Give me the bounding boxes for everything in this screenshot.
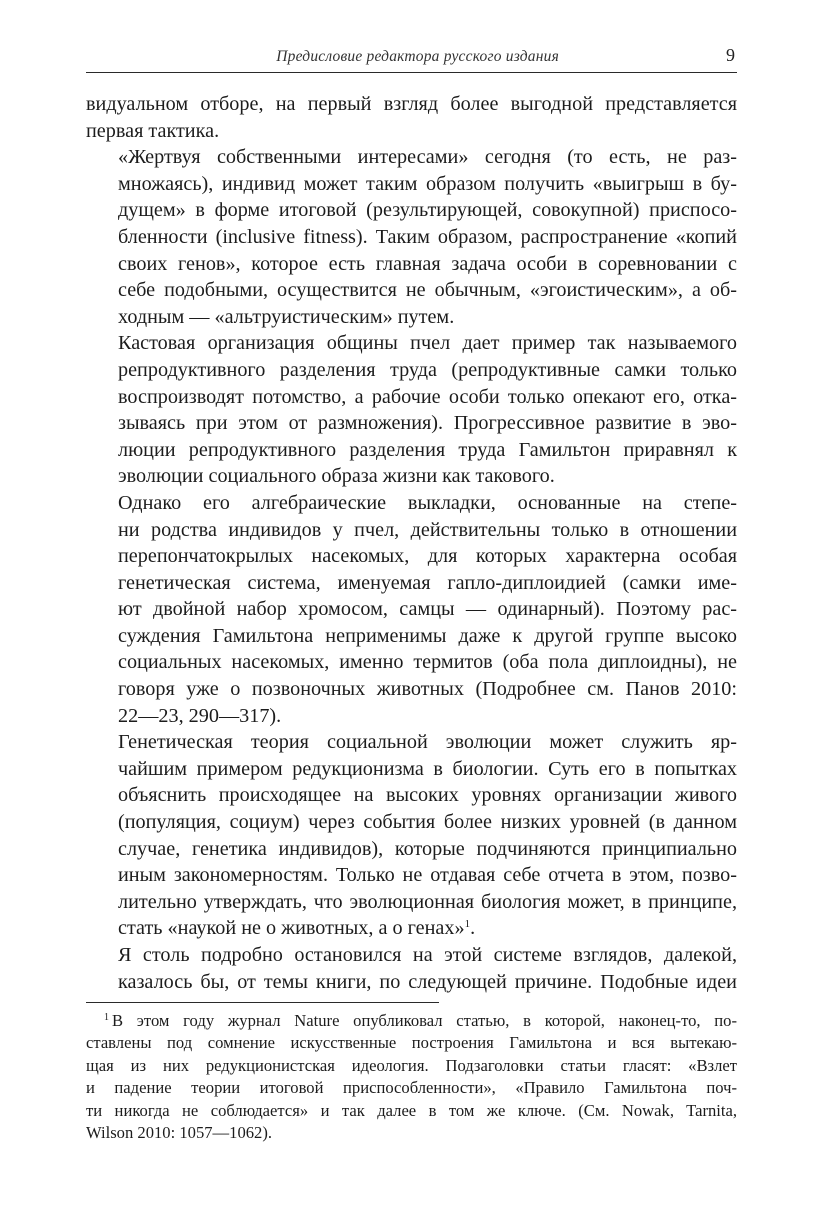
- text-line: ют двойной набор хромосом, самцы — одинарный). Поэтому рас-: [118, 598, 737, 621]
- footnote-line: ставлены под сомнение искусственные построения Гамильтона и вся вытекаю-: [86, 1033, 737, 1053]
- text-line-with-footnote: стать «наукой не о животных, а о генах»$^1$.: [118, 917, 476, 940]
- paragraph-2: [86, 144, 737, 330]
- text-line: бленности (inclusive fitness). Таким образом, распространение «копий: [118, 225, 737, 248]
- text-line: люции репродуктивного разделения труда Гамильтон приравнял к: [118, 438, 737, 461]
- paragraph-1: [86, 91, 737, 144]
- paragraph-4: [86, 490, 737, 729]
- text-line: 22—23, 290—317).: [118, 704, 282, 727]
- footnote-line: [86, 1010, 737, 1032]
- text-line: дущем» в форме итоговой (результирующей, совокупной) приспосо-: [118, 199, 737, 222]
- paragraph-6: [86, 942, 737, 995]
- footnote: [86, 1010, 737, 1144]
- text-line: говоря уже о позвоночных животных (Подробнее см. Панов 2010:: [118, 678, 737, 701]
- text-line: Кастовая организация общины пчел дает пример так называемого: [118, 332, 737, 355]
- text-line: «Жертвуя собственными интересами» сегодня (то есть, не раз-: [118, 146, 737, 169]
- footnote-line: щая из них редукционистская идеология. Подзаголовки статьи гласят: «Взлет: [86, 1055, 737, 1075]
- body-text: [86, 91, 737, 995]
- text-line: перепончатокрылых насекомых, для которых характерна особая: [118, 545, 737, 568]
- text-line: своих генов», которое есть главная задача особи в соревновании с: [118, 252, 737, 275]
- text-line: чайшим примером редукционизма в биологии. Суть его в попытках: [118, 757, 737, 780]
- text-line: множаясь), индивид может таким образом получить «выигрыш в бу-: [118, 172, 737, 195]
- footnote-line: ти никогда не соблюдается» и так далее в том же ключе. (См. Nowak, Tarnita,: [86, 1100, 737, 1120]
- text-line: случае, генетика индивидов), которые подчиняются принципиально: [118, 837, 737, 860]
- text-line: видуальном отборе, на первый взгляд более выгодной представляется: [86, 93, 737, 115]
- text-line: воспроизводят потомство, а рабочие особи только опекают его, отка-: [118, 385, 737, 408]
- text-line: Я столь подробно остановился на этой системе взглядов, далекой,: [118, 944, 737, 966]
- text-line: стать «наукой не о животных, а о генах»: [118, 917, 465, 940]
- text-line: (популяция, социум) через события более низких уровней (в данном: [118, 811, 737, 834]
- text-line: лительно утверждать, что эволюционная биология может, в принципе,: [118, 890, 737, 913]
- footnote-line: Wilson 2010: 1057—1062).: [86, 1123, 273, 1143]
- text-line: генетическая система, именуемая гапло-диплоидией (самки име-: [118, 571, 737, 594]
- text-line: объяснить происходящее на высоких уровнях организации живого: [118, 784, 737, 807]
- text-line: ни родства индивидов у пчел, действительны только в отношении: [118, 518, 737, 541]
- footnote-separator: [86, 1002, 439, 1003]
- footnote-marker: 1: [104, 1012, 109, 1023]
- paragraph-5: [86, 729, 737, 942]
- running-header: [86, 42, 737, 73]
- paragraph-3: [86, 330, 737, 490]
- text-line: иным закономерностям. Только не отдавая себе отчета в этом, позво-: [118, 864, 737, 887]
- text-line: первая тактика.: [86, 119, 220, 142]
- text-line: ходным — «альтруистическим» путем.: [118, 305, 455, 328]
- text-line: суждения Гамильтона неприменимы даже к другой группе высоко: [118, 624, 737, 647]
- text-line: Однако его алгебраические выкладки, основанные на степе-: [118, 491, 737, 514]
- footnote-reference[interactable]: 1: [464, 918, 471, 931]
- text-line: социальных насекомых, именно термитов (оба пола диплоидны), не: [118, 651, 737, 674]
- text-line: репродуктивного разделения труда (репродуктивные самки только: [118, 358, 737, 381]
- footnote-text: В этом году журнал Nature опубликовал статью, в которой, наконец-то, по-: [112, 1011, 737, 1030]
- footnote-line: и падение теории итоговой приспособленности», «Правило Гамильтона поч-: [86, 1078, 737, 1098]
- text-line: Генетическая теория социальной эволюции может служить яр-: [118, 731, 737, 754]
- text-line: эволюции социального образа жизни как такового.: [118, 465, 555, 488]
- running-title: Предисловие редактора русского издания: [276, 48, 559, 65]
- text-line: зываясь при этом от размножения). Прогрессивное развитие в эво-: [118, 412, 737, 435]
- text-line: казалось бы, от темы книги, по следующей причине. Подобные идеи: [118, 970, 737, 993]
- text-line: себе подобными, осуществится не обычным, «эгоистическим», а об-: [118, 279, 737, 302]
- page-number: 9: [726, 45, 735, 65]
